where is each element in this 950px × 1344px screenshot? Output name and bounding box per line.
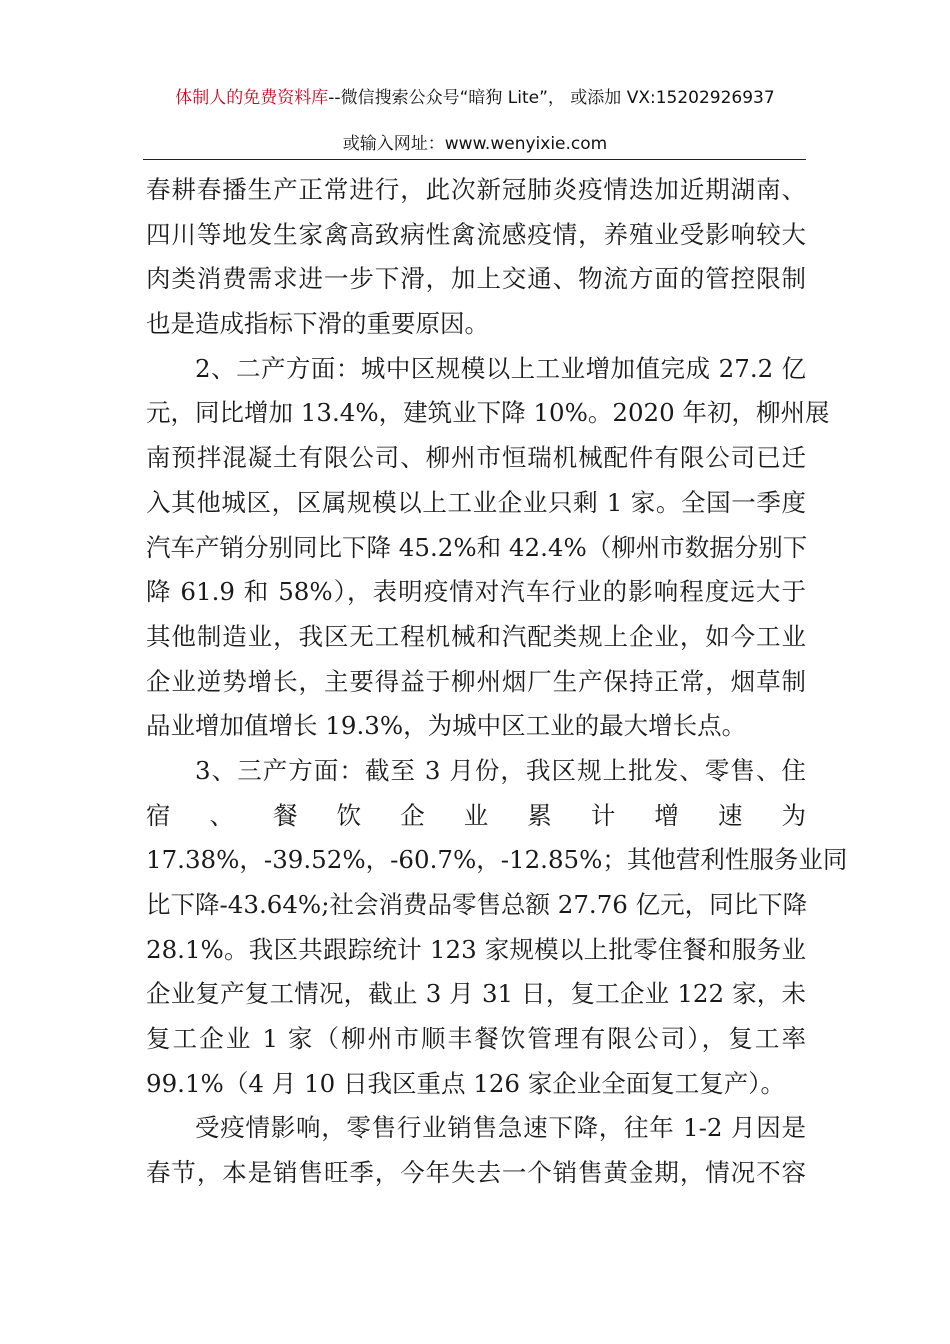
text-line: 品业增加值增长 19.3%，为城中区工业的最大增长点。 bbox=[146, 711, 747, 741]
text-line: 元，同比增加 13.4%，建筑业下降 10%。2020 年初，柳州展 bbox=[146, 398, 830, 428]
header-divider bbox=[143, 159, 806, 160]
text-line: 2、二产方面：城中区规模以上工业增加值完成 27.2 亿 bbox=[195, 353, 806, 383]
page-header bbox=[0, 86, 950, 110]
text-line: 春耕春播生产正常进行，此次新冠肺炎疫情迭加近期湖南、 bbox=[146, 175, 806, 204]
text-line: 入其他城区，区属规模以上工业企业只剩 1 家。全国一季度 bbox=[146, 487, 806, 517]
text-line: 其他制造业，我区无工程机械和汽配类规上企业，如今工业 bbox=[146, 621, 806, 651]
text-line: 肉类消费需求进一步下滑，加上交通、物流方面的管控限制 bbox=[146, 264, 806, 294]
document-body bbox=[146, 168, 848, 1196]
text-line: 宿 、 餐 饮 企 业 累 计 增 速 为 bbox=[146, 800, 806, 830]
text-line: 99.1%（4 月 10 日我区重点 126 家企业全面复工复产）。 bbox=[146, 1068, 786, 1098]
text-line: 也是造成指标下滑的重要原因。 bbox=[146, 309, 489, 339]
text-line: 降 61.9 和 58%），表明疫情对汽车行业的影响程度远大于 bbox=[146, 577, 806, 607]
header-contact: --微信搜索公众号“暗狗 Lite”， 或添加 VX:15202926937 bbox=[328, 88, 775, 108]
text-line: 汽车产销分别同比下降 45.2%和 42.4%（柳州市数据分别下 bbox=[146, 532, 808, 562]
text-line: 四川等地发生家禽高致病性禽流感疫情，养殖业受影响较大 bbox=[146, 219, 806, 249]
header-website: 或输入网址：www.wenyixie.com bbox=[342, 134, 608, 154]
text-line: 17.38%，-39.52%，-60.7%，-12.85%；其他营利性服务业同 bbox=[146, 845, 848, 875]
text-line: 企业复产复工情况，截止 3 月 31 日，复工企业 122 家，未 bbox=[146, 979, 806, 1009]
text-line: 比下降-43.64%;社会消费品零售总额 27.76 亿元，同比下降 bbox=[146, 890, 808, 919]
text-line: 受疫情影响，零售行业销售急速下降，往年 1-2 月因是 bbox=[195, 1113, 806, 1143]
text-line: 28.1%。我区共跟踪统计 123 家规模以上批零住餐和服务业 bbox=[146, 934, 806, 964]
text-line: 南预拌混凝土有限公司、柳州市恒瑞机械配件有限公司已迁 bbox=[146, 443, 806, 473]
text-line: 复工企业 1 家（柳州市顺丰餐饮管理有限公司），复工率 bbox=[146, 1024, 806, 1054]
text-line: 3、三产方面：截至 3 月份，我区规上批发、零售、住 bbox=[195, 755, 806, 785]
text-line: 企业逆势增长，主要得益于柳州烟厂生产保持正常，烟草制 bbox=[146, 666, 806, 696]
header-brand: 体制人的免费资料库 bbox=[175, 88, 329, 108]
text-line: 春节，本是销售旺季，今年失去一个销售黄金期，情况不容 bbox=[146, 1158, 806, 1188]
